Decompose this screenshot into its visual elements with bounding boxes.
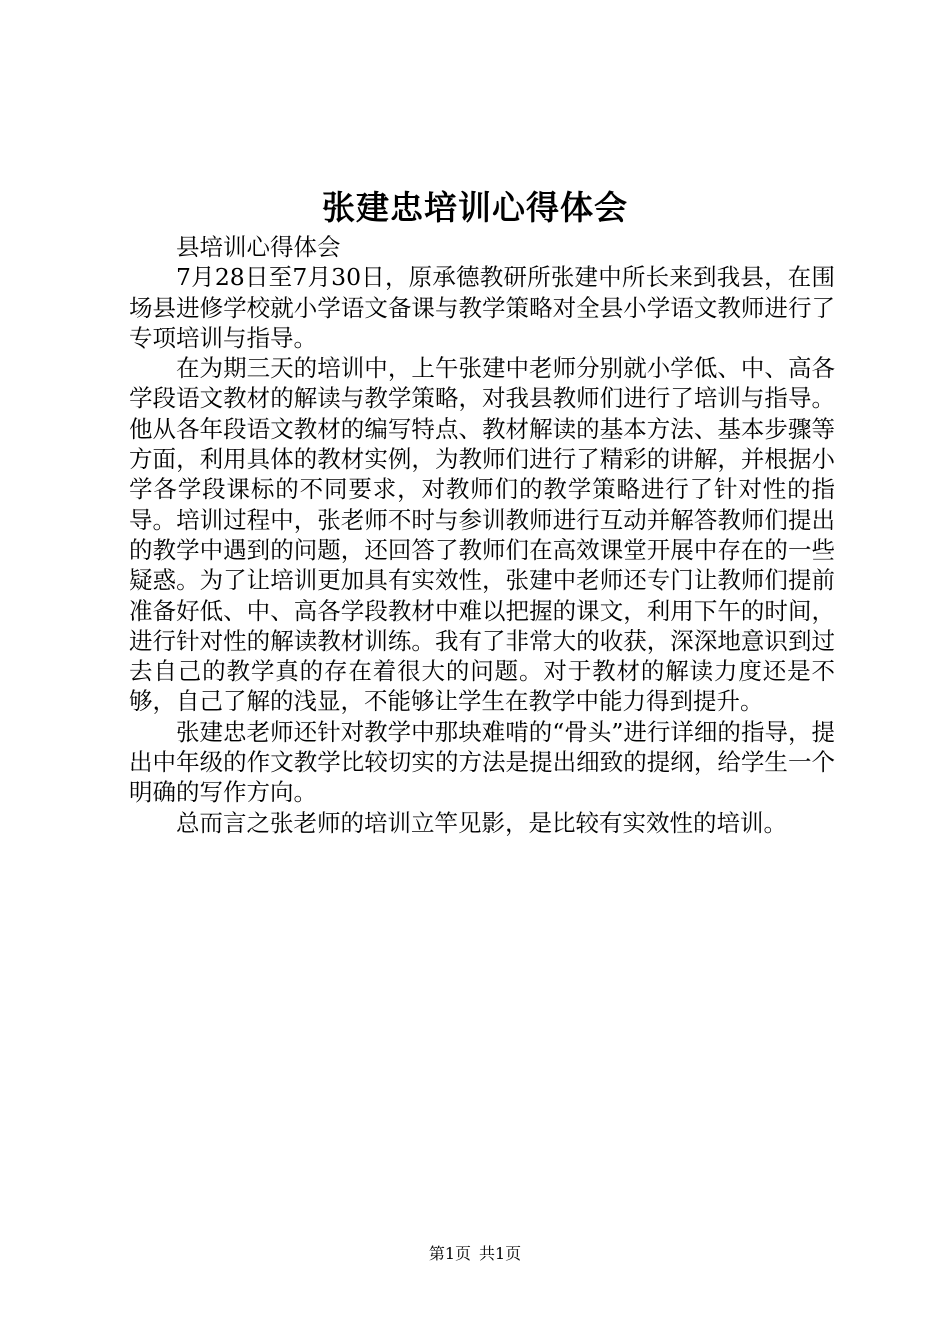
page-total: 共1页 bbox=[479, 1244, 522, 1263]
document-title: 张建忠培训心得体会 bbox=[322, 188, 628, 227]
body-paragraph-training: 在为期三天的培训中，上午张建中老师分别就小学低、中、高各学段语文教材的解读与教学策略，对我县教师们进行了培训与指导。他从各年段语文教材的编写特点、教材解读的基本方法、基本步骤等方面，利用具体的教材实例，为教师们进行了精彩的讲解，并根据小学各学段课标的不同要求，对教师们的教学策略进行了针对性的指导。培训过程中，张老师不时与参训教师进行互动并解答教师们提出的教学中遇到的问题，还回答了教师们在高效课堂开展中存在的一些疑惑。为了让培训更加具有实效性，张建中老师还专门让教师们提前准备好低、中、高各学段教材中难以把握的课文，利用下午的时间，进行针对性的解读教材训练。我有了非常大的收获，深深地意识到过去自己的教学真的存在着很大的问题。对于教材的解读力度还是不够，自己了解的浅显，不能够让学生在教学中能力得到提升。 bbox=[129, 354, 835, 716]
body-paragraph-conclusion: 总而言之张老师的培训立竿见影，是比较有实效性的培训。 bbox=[176, 808, 787, 837]
body-paragraph-intro: 7月28日至7月30日，原承德教研所张建中所长来到我县，在围场县进修学校就小学语文备课与教学策略对全县小学语文教师进行了专项培训与指导。 bbox=[129, 263, 835, 352]
page-number: 第1页 bbox=[428, 1244, 471, 1263]
body-paragraph-writing: 张建忠老师还针对教学中那块难啃的“骨头”进行详细的指导，提出中年级的作文教学比较切实的方法是提出细致的提纲，给学生一个明确的写作方向。 bbox=[129, 717, 835, 807]
body-paragraph-subtitle: 县培训心得体会 bbox=[176, 233, 341, 261]
page-footer bbox=[0, 1243, 950, 1265]
document-body bbox=[129, 232, 835, 838]
